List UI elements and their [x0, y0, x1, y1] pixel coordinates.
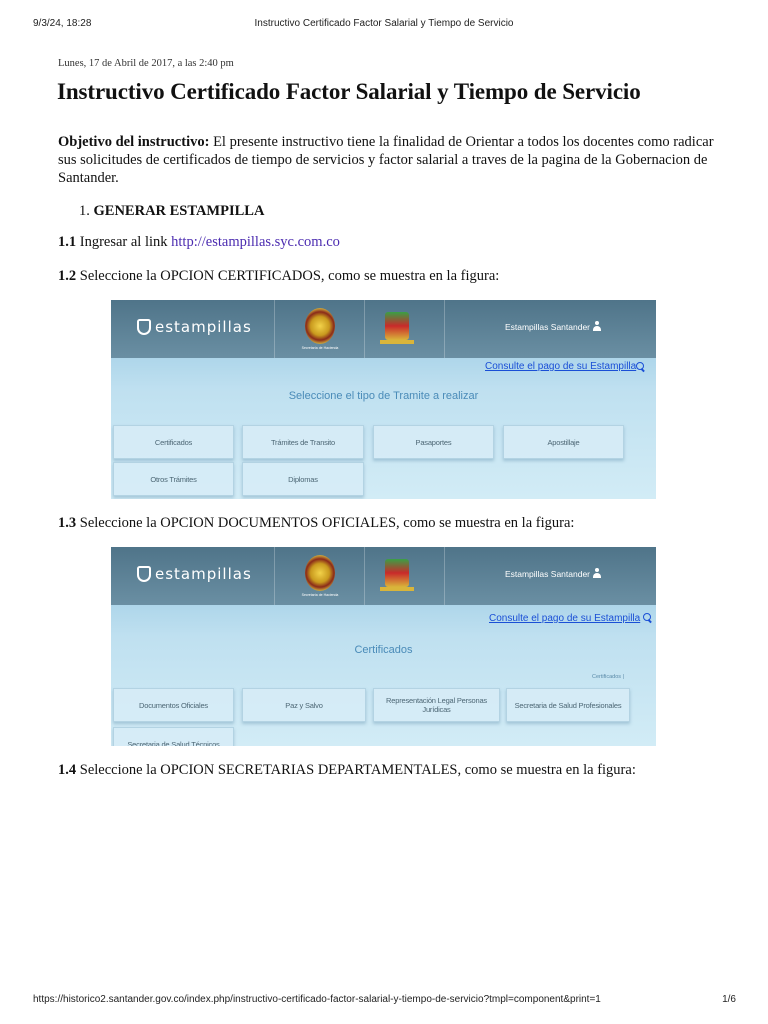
estampillas-logo — [137, 318, 252, 336]
step-text: Seleccione la OPCION SECRETARIAS DEPARTAMENTALES, como se muestra en la figura: — [76, 762, 636, 778]
step-number: 1.2 — [58, 268, 77, 284]
tile-diplomas: Diplomas — [242, 462, 364, 496]
step-1-3 — [58, 515, 574, 532]
step-text: Ingresar al link — [76, 234, 172, 250]
print-header — [0, 18, 768, 32]
santander-shield-icon — [385, 312, 409, 340]
print-datetime: 9/3/24, 18:28 — [33, 18, 92, 29]
seal-caption: Secretaría de Hacienda — [301, 346, 339, 350]
article-date: Lunes, 17 de Abril de 2017, a las 2:40 pm — [58, 58, 234, 69]
tile-salud-tecnicos: Secretaria de Salud Técnicos — [113, 727, 234, 746]
tramite-heading: Seleccione el tipo de Tramite a realizar — [288, 390, 479, 402]
step-1-2 — [58, 268, 499, 285]
certificados-heading: Certificados — [354, 644, 413, 656]
step-number: 1.4 — [58, 762, 77, 778]
step-text: Seleccione la OPCION CERTIFICADOS, como se muestra en la figura: — [76, 268, 500, 284]
consult-payment-link: Consulte el pago de su Estampilla — [485, 361, 637, 372]
tile-salud-profesionales: Secretaria de Salud Profesionales — [506, 688, 630, 722]
santander-shield-icon — [385, 559, 409, 587]
user-label: Estampillas Santander — [504, 322, 590, 332]
consult-payment-link: Consulte el pago de su Estampilla — [489, 613, 641, 624]
search-icon — [636, 362, 645, 371]
page-title: Instructivo Certificado Factor Salarial y Tiempo de Servicio — [57, 79, 641, 104]
breadcrumb: Certificados | — [592, 674, 624, 680]
objective-label: Objetivo del instructivo: — [58, 134, 210, 150]
tile-paz-y-salvo: Paz y Salvo — [242, 688, 366, 722]
step-number: 1.3 — [58, 515, 77, 531]
objective-paragraph — [58, 133, 718, 187]
header-divider — [364, 547, 365, 605]
user-icon — [592, 568, 602, 578]
section-heading — [79, 203, 264, 220]
screenshot-tramites — [111, 300, 656, 499]
hacienda-seal-icon — [305, 555, 335, 591]
step-text: Seleccione la OPCION DOCUMENTOS OFICIALES, como se muestra en la figura: — [76, 515, 575, 531]
screenshot-certificados — [111, 547, 656, 746]
estampillas-link[interactable]: http://estampillas.syc.com.co — [171, 234, 340, 250]
tile-otros-tramites: Otros Trámites — [113, 462, 234, 496]
section-number: 1. — [79, 203, 90, 219]
logo-text: estampillas — [155, 318, 252, 336]
tile-documentos-oficiales: Documentos Oficiales — [113, 688, 234, 722]
header-divider — [444, 300, 445, 358]
print-url: https://historico2.santander.gov.co/index.php/instructivo-certificado-factor-salarial-y-tiempo-de-servicio?tmpl=component&print=1 — [33, 994, 601, 1005]
hacienda-seal-icon — [305, 308, 335, 344]
print-footer — [0, 994, 768, 1008]
section-title: GENERAR ESTAMPILLA — [93, 203, 265, 219]
print-title: Instructivo Certificado Factor Salarial y Tiempo de Servicio — [254, 18, 514, 29]
seal-caption: Secretaría de Hacienda — [301, 593, 339, 597]
shield-base — [380, 340, 414, 344]
tile-pasaportes: Pasaportes — [373, 425, 494, 459]
step-1-4 — [58, 762, 636, 779]
objective-text: El presente instructivo tiene la finalidad de Orientar a todos los docentes como radicar sus solicitudes de certificados de tiempo de servicios y factor salarial a traves de la pagina de la Gobernacion de Santander. — [58, 134, 714, 186]
tile-certificados: Certificados — [113, 425, 234, 459]
logo-text: estampillas — [155, 565, 252, 583]
header-divider — [274, 547, 275, 605]
user-icon — [592, 321, 602, 331]
search-icon — [643, 613, 652, 622]
tile-tramites-transito: Trámites de Transito — [242, 425, 364, 459]
tile-apostillaje: Apostillaje — [503, 425, 624, 459]
user-label: Estampillas Santander — [504, 569, 590, 579]
estampillas-logo-icon — [137, 319, 151, 335]
header-divider — [274, 300, 275, 358]
header-divider — [364, 300, 365, 358]
step-number: 1.1 — [58, 234, 77, 250]
header-divider — [444, 547, 445, 605]
estampillas-logo-icon — [137, 566, 151, 582]
tile-representacion-legal: Representación Legal Personas Jurídicas — [373, 688, 500, 722]
page-number: 1/6 — [722, 994, 736, 1005]
shield-base — [380, 587, 414, 591]
step-1-1 — [58, 234, 340, 251]
estampillas-logo — [137, 565, 252, 583]
